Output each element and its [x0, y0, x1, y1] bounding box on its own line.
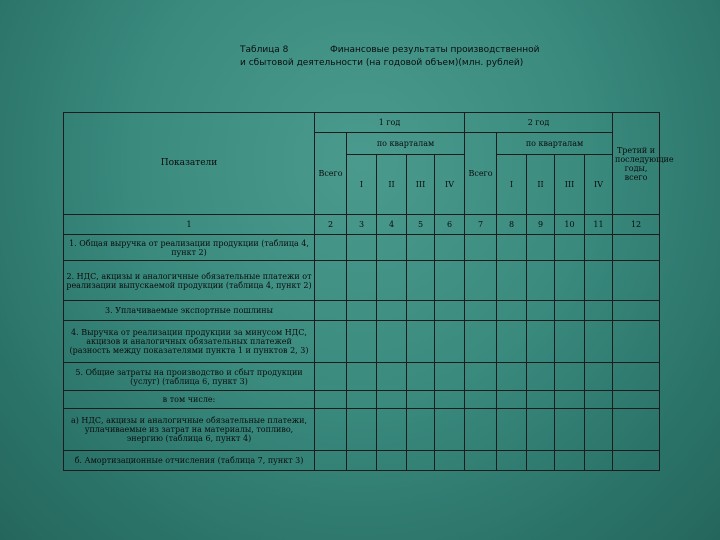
- header-year1-total: Всего: [315, 133, 347, 215]
- column-number: 12: [613, 215, 660, 235]
- row-label-vat: 2. НДС, акцизы и аналогичные обязательные платежи от реализации выпускаемой продукции (таблица 4, пункт 2): [64, 261, 315, 301]
- header-year2-total: Всего: [465, 133, 497, 215]
- header-year2-q1: I: [497, 155, 527, 215]
- column-number: 1: [64, 215, 315, 235]
- header-year2-q2: II: [527, 155, 555, 215]
- column-number: 6: [435, 215, 465, 235]
- table-row: [64, 301, 660, 321]
- header-year1: 1 год: [315, 113, 465, 133]
- header-indicators: Показатели: [64, 113, 315, 215]
- table-row: [64, 321, 660, 363]
- column-number: 10: [555, 215, 585, 235]
- header-third-years: Третий и последующие годы, всего: [613, 113, 660, 215]
- header-year2: 2 год: [465, 113, 613, 133]
- table-row: [64, 391, 660, 409]
- column-number: 2: [315, 215, 347, 235]
- header-year1-q1: I: [347, 155, 377, 215]
- row-label-depreciation: б. Амортизационные отчисления (таблица 7, пункт 3): [64, 451, 315, 471]
- row-label-export-duties: 3. Уплачиваемые экспортные пошлины: [64, 301, 315, 321]
- header-year1-by-quarter: по кварталам: [347, 133, 465, 155]
- row-label-including: в том числе:: [64, 391, 315, 409]
- caption-title-line2: и сбытовой деятельности (на годовой объем)(млн. рублей): [240, 58, 524, 68]
- column-number: 5: [407, 215, 435, 235]
- column-number: 7: [465, 215, 497, 235]
- financial-results-table: [63, 112, 674, 471]
- table-row: [64, 235, 660, 261]
- caption-title-line1: Финансовые результаты производственной: [330, 45, 540, 55]
- column-number: 4: [377, 215, 407, 235]
- column-number: 3: [347, 215, 377, 235]
- header-year2-by-quarter: по кварталам: [497, 133, 613, 155]
- header-year1-q3: III: [407, 155, 435, 215]
- column-number: 8: [497, 215, 527, 235]
- row-label-revenue: 1. Общая выручка от реализации продукции (таблица 4, пункт 2): [64, 235, 315, 261]
- column-number: 11: [585, 215, 613, 235]
- row-label-net-revenue: 4. Выручка от реализации продукции за минусом НДС, акцизов и аналогичных обязательных платежей (разность между показателями пункта 1 и пунктов 2, 3): [64, 321, 315, 363]
- column-number: 9: [527, 215, 555, 235]
- table-row: [64, 451, 660, 471]
- header-year1-q2: II: [377, 155, 407, 215]
- header-year2-q4: IV: [585, 155, 613, 215]
- table-row: [64, 363, 660, 391]
- table-row: [64, 409, 660, 451]
- table-row: [64, 261, 660, 301]
- header-year2-q3: III: [555, 155, 585, 215]
- row-label-vat-materials: а) НДС, акцизы и аналогичные обязательные платежи, уплачиваемые из затрат на материалы, топливо, энергию (таблица 6, пункт 4): [64, 409, 315, 451]
- header-year1-q4: IV: [435, 155, 465, 215]
- table-caption: [240, 44, 660, 70]
- row-label-total-costs: 5. Общие затраты на производство и сбыт продукции (услуг) (таблица 6, пункт 3): [64, 363, 315, 391]
- table-label: Таблица 8: [240, 45, 289, 55]
